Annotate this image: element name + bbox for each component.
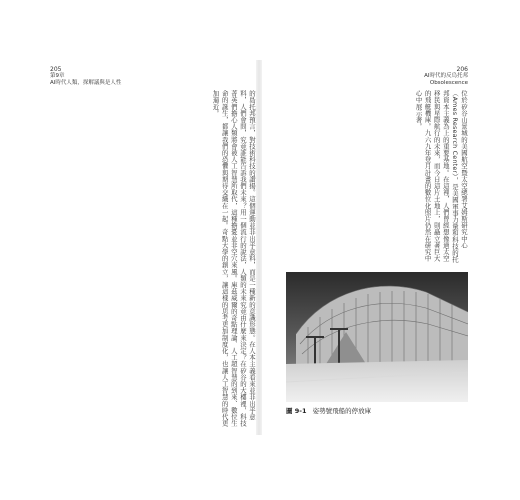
right-page-number: 206 bbox=[456, 66, 468, 73]
right-page bbox=[262, 60, 468, 435]
figure-caption-text: 姿勢號飛船的停放庫 bbox=[312, 407, 372, 415]
figure-caption-label: 圖 9-1 bbox=[286, 407, 307, 415]
left-chapter-label: 第9章 bbox=[50, 73, 65, 79]
hangar-photo bbox=[286, 272, 468, 402]
right-page-header bbox=[424, 66, 468, 87]
left-chapter-subtitle: AI時代人類，探解議與是人性 bbox=[50, 80, 122, 86]
right-chapter-subtitle: Obsolescence bbox=[429, 80, 468, 86]
left-page-number: 205 bbox=[50, 66, 62, 73]
left-page bbox=[50, 60, 256, 435]
right-chapter-title: AI時代的反烏托邦 bbox=[424, 73, 468, 79]
right-page-body-text: 位於矽谷山景城的美國航空暨太空總署艾姆斯研究中心（Ames Research Center），是美國軍事力量和科技的托邦資本主義為上的重要基地。在這裡，人們曾經想像過太空移民與星際航行的未來，而今日這片土地上，則矗立著巨大的飛艇機庫。九六九年登月計畫的數位化照片仍然在研究中心中展示著。 bbox=[414, 90, 468, 263]
figure-caption bbox=[286, 406, 468, 415]
left-page-body-text: 的島托邦預言，對技術科技的讚揚。這個運動並非出乎意料，而是一種新的意識形態。在人本主義看來並非出乎意料，人們會問，究竟誰能告訴我們未來？用一個流行的說法，人類的未來究竟由什麼來決定？在矽谷的大樓裡，科技菁英們擔心人類將會被人工智慧所取代，這種擔憂並非空穴來風。庫茲威爾的奇點理論、人工超智慧的到來、數位生命的誕生，都讓我們的恐懼與期待交織在一起。奇點大學的創立，讓這樣的思考更加制度化，也讓人工智慧的時代更加逼近。 bbox=[211, 90, 256, 427]
left-page-header bbox=[50, 66, 121, 87]
